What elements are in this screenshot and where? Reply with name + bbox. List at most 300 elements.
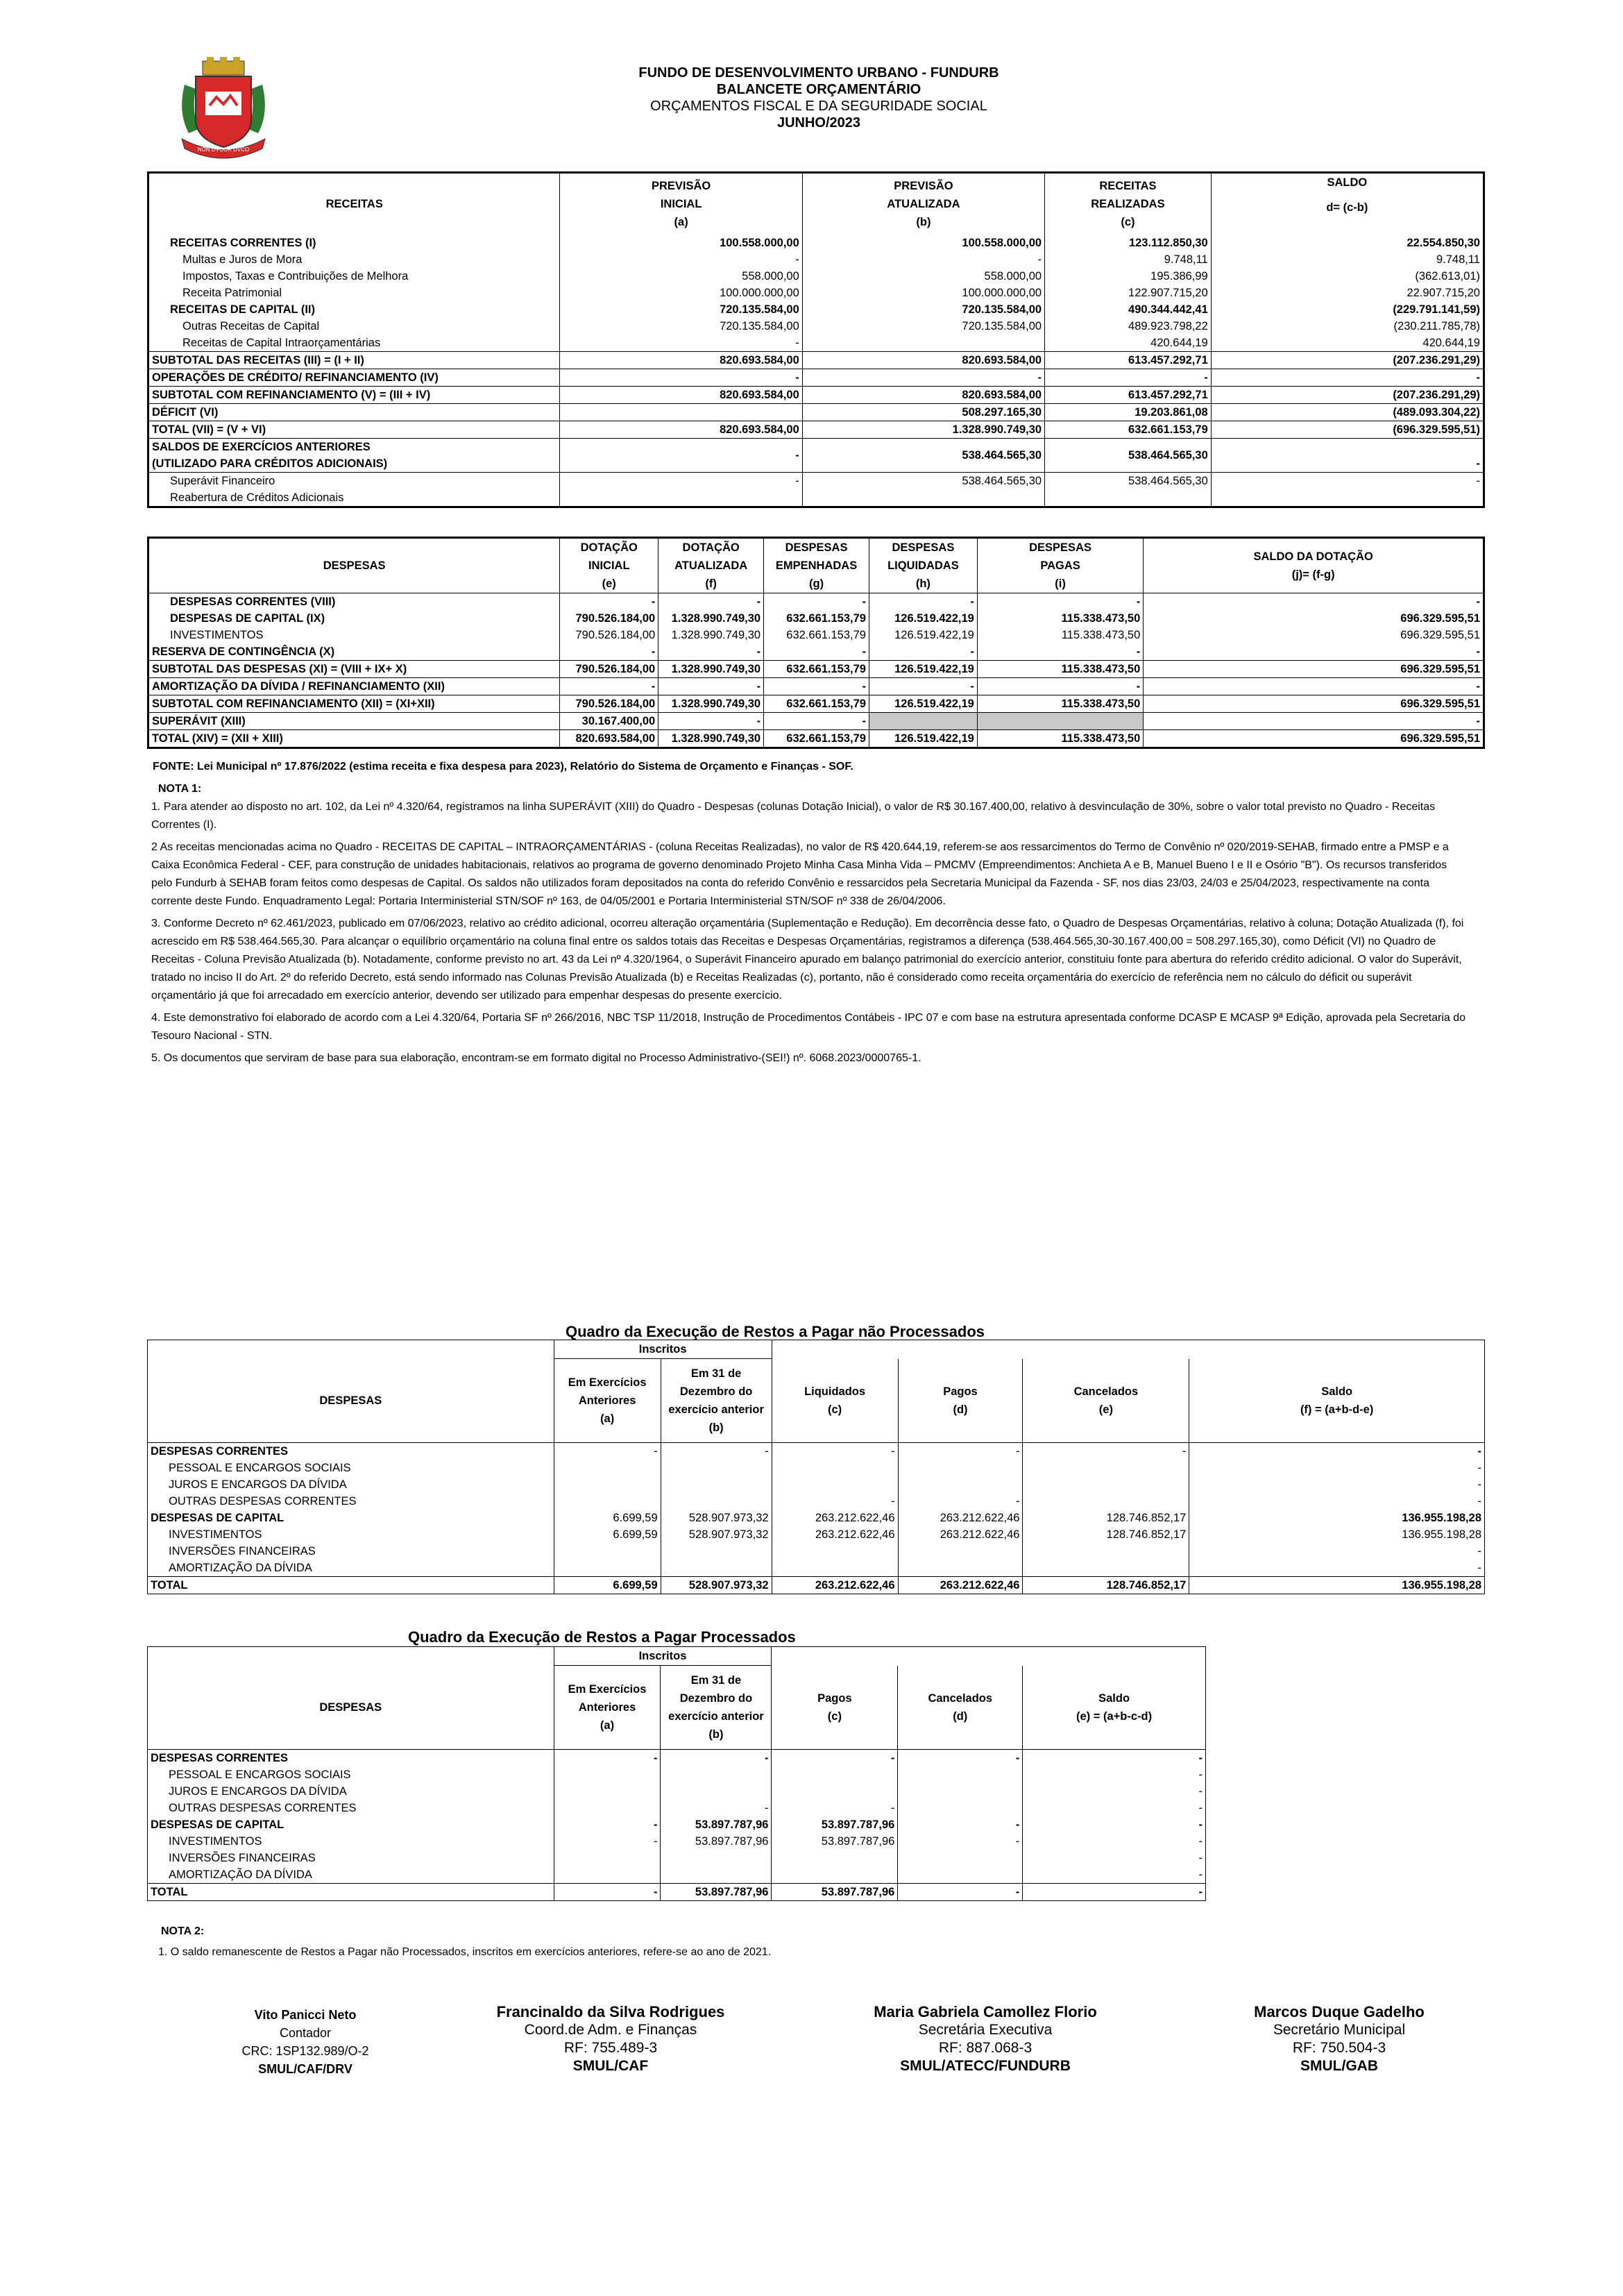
header-line: (b) xyxy=(916,216,931,228)
table-row xyxy=(148,369,1484,387)
row-label: TOTAL (XIV) = (XII + XIII) xyxy=(152,732,283,745)
table-row xyxy=(148,661,1484,678)
value-cell: 22.554.850,30 xyxy=(1211,235,1484,251)
signature-id: RF: 750.504-3 xyxy=(1292,2040,1386,2056)
value-cell: - xyxy=(1023,1850,1206,1866)
signature-unit: SMUL/CAF/DRV xyxy=(258,2062,352,2076)
table-row xyxy=(148,1866,1206,1884)
row-label: PESSOAL E ENCARGOS SOCIAIS xyxy=(169,1461,351,1474)
header-line: (e) xyxy=(1098,1403,1113,1416)
row-label-text: TOTAL (VII) = (V + VI) xyxy=(152,423,266,436)
value-cell: 126.519.422,19 xyxy=(869,661,977,678)
value-cell: 115.338.473,50 xyxy=(977,627,1143,643)
value-cell: 263.212.622,46 xyxy=(898,1510,1023,1526)
header-line: LIQUIDADAS xyxy=(887,559,959,572)
value-cell: 122.907.715,20 xyxy=(1045,285,1212,301)
signature-unit: SMUL/CAF xyxy=(572,2058,649,2074)
table-row xyxy=(148,713,1484,730)
header-despesas-pagas xyxy=(977,538,1143,593)
svg-text:NON DVCOR DVCO: NON DVCOR DVCO xyxy=(197,146,250,153)
header-line: (f) = (a+b-d-e) xyxy=(1300,1403,1374,1416)
value-cell: 538.464.565,30 xyxy=(802,439,1044,473)
value-cell: - xyxy=(977,593,1143,611)
header-line: ATUALIZADA xyxy=(887,198,960,210)
value-cell: 508.297.165,30 xyxy=(802,404,1044,421)
value-cell: - xyxy=(560,593,658,611)
header-line: Anteriores xyxy=(578,1394,636,1407)
value-cell: 126.519.422,19 xyxy=(869,627,977,643)
header-label: DESPESAS xyxy=(323,559,386,572)
value-cell: 696.329.595,51 xyxy=(1144,627,1484,643)
table-row xyxy=(148,1476,1485,1493)
value-cell: 9.748,11 xyxy=(1211,251,1484,268)
table-row xyxy=(148,1560,1485,1577)
header-line: REALIZADAS xyxy=(1091,198,1165,210)
row-label: SUBTOTAL DAS DESPESAS (XI) = (VIII + IX+ X) xyxy=(152,663,407,675)
table-row xyxy=(148,1526,1485,1543)
value-cell: 538.464.565,30 xyxy=(1045,473,1212,507)
coat-of-arms-logo xyxy=(175,57,272,161)
value-cell: 123.112.850,30 xyxy=(1045,235,1212,251)
value-cell xyxy=(898,1560,1023,1577)
row-label xyxy=(148,301,560,318)
value-cell: 820.693.584,00 xyxy=(802,352,1044,369)
row-label-text: OPERAÇÕES DE CRÉDITO/ REFINANCIAMENTO (IV) xyxy=(152,371,439,384)
header-receitas-realizadas xyxy=(1045,173,1212,235)
value-cell: - xyxy=(1023,1442,1189,1460)
header-line: SALDO DA DOTAÇÃO xyxy=(1253,550,1373,563)
signature-coordenador xyxy=(472,2003,749,2075)
value-cell xyxy=(772,1460,898,1476)
header-pagos xyxy=(772,1666,898,1750)
table-row xyxy=(148,1576,1485,1594)
header-line: (a) xyxy=(674,216,688,228)
row-label: DESPESAS CORRENTES xyxy=(151,1751,289,1764)
header-despesas xyxy=(148,1359,554,1443)
value-cell: - xyxy=(560,439,802,473)
signature-name: Maria Gabriela Camollez Florio xyxy=(874,2003,1097,2020)
value-cell: - xyxy=(977,643,1143,661)
value-cell: 720.135.584,00 xyxy=(802,301,1044,318)
table-row xyxy=(148,678,1484,695)
value-cell: (229.791.141,59) xyxy=(1211,301,1484,318)
value-cell: - xyxy=(560,335,802,352)
value-cell: (230.211.785,78) xyxy=(1211,318,1484,335)
value-cell xyxy=(1023,1560,1189,1577)
value-cell: - xyxy=(658,678,764,695)
header-despesas xyxy=(148,538,560,593)
value-cell: 632.661.153,79 xyxy=(764,661,869,678)
nota1-item-5: 5. Os documentos que serviram de base para sua elaboração, encontram-se em formato digital no Processo Administrativo-(SEI!) nº. 6068.2023/0000765-1. xyxy=(151,1052,921,1064)
empty-cell xyxy=(772,1647,1206,1666)
value-cell xyxy=(898,1850,1023,1866)
value-cell: 53.897.787,96 xyxy=(772,1833,898,1850)
header-despesas xyxy=(148,1666,554,1750)
row-label: JUROS E ENCARGOS DA DÍVIDA xyxy=(169,1784,347,1798)
header-em-31-dezembro xyxy=(661,1359,772,1443)
table-row xyxy=(148,352,1484,369)
value-cell: 53.897.787,96 xyxy=(772,1816,898,1833)
header-saldo xyxy=(1023,1666,1206,1750)
value-cell: 632.661.153,79 xyxy=(764,730,869,748)
row-label: DESPESAS DE CAPITAL xyxy=(151,1511,284,1524)
row-label: TOTAL xyxy=(151,1578,188,1592)
value-cell xyxy=(802,335,1044,352)
value-cell: 820.693.584,00 xyxy=(560,387,802,404)
row-label xyxy=(148,421,560,439)
value-cell xyxy=(1023,1476,1189,1493)
header-saldo xyxy=(1189,1359,1485,1443)
value-cell: 53.897.787,96 xyxy=(661,1833,772,1850)
value-cell: 696.329.595,51 xyxy=(1144,730,1484,748)
value-cell: - xyxy=(869,643,977,661)
header-line: Em Exercícios xyxy=(568,1682,647,1696)
value-cell xyxy=(898,1460,1023,1476)
value-cell xyxy=(661,1866,772,1884)
signature-secretaria-executiva xyxy=(840,2003,1131,2075)
value-cell: - xyxy=(802,251,1044,268)
row-label xyxy=(148,473,560,507)
value-cell: - xyxy=(1211,369,1484,387)
value-cell: - xyxy=(977,678,1143,695)
table-row xyxy=(148,1850,1206,1866)
signature-role: Contador xyxy=(279,2026,332,2040)
receitas-header-row xyxy=(148,173,1484,235)
value-cell: 1.328.990.749,30 xyxy=(658,730,764,748)
row-label-text: Superávit Financeiro xyxy=(170,475,275,487)
header-line: d= (c-b) xyxy=(1326,201,1368,214)
value-cell: - xyxy=(1023,1833,1206,1850)
nota1-item-3: 3. Conforme Decreto nº 62.461/2023, publicado em 07/06/2023, relativo ao crédito adicional, ocorreu alteração orçamentária (Suplementação e Redução). Em decorrência desse fato, o Quadro de Despesas Orçamentárias, relativo à coluna; Dotação Atualizada (f), foi acrescido em R$ 538.464.565,30. Para alcançar o equilíbrio orçamentário na coluna final entre os saldos totais das Receitas e Despesas Orçamentárias, registramos a diferença (538.464.565,30-30.167.400,00 = 508.297.165,30), como Déficit (VI) no Quadro de Receitas - Coluna Previsão Atualizada (b). Notadamente, conforme previsto no art. 43 da Lei nº 4.320/1964, o Superávit Financeiro apurado em balanço patrimonial do exercício anterior, constituiu fonte para abertura do referido crédito adicional. O valor do Superávit, tratado no inciso II do Art. 2º do referido Decreto, está sendo informado nas Colunas Previsão Atualizada (b) e Receitas Realizadas (c), portanto, não é considerado como receita orçamentária do exercício de referência nem no cálculo do déficit ou superávit orçamentário já que foi arrecadado em exercício anterior, devendo ser utilizado para empenhar despesas do presente exercício. xyxy=(151,918,1464,1002)
header-label: RECEITAS xyxy=(325,198,383,210)
row-label: INVESTIMENTOS xyxy=(170,629,264,641)
header-line: (c) xyxy=(1121,216,1135,228)
despesas-table xyxy=(147,537,1485,749)
header-saldo xyxy=(1211,173,1484,235)
signature-name: Vito Panicci Neto xyxy=(254,2008,357,2022)
header-line: ATUALIZADA xyxy=(674,559,748,572)
table-row xyxy=(148,421,1484,439)
header-line: exercício anterior xyxy=(668,1403,764,1416)
value-cell: 100.558.000,00 xyxy=(802,235,1044,251)
report-title: BALANCETE ORÇAMENTÁRIO xyxy=(716,82,921,97)
row-label xyxy=(148,235,560,251)
value-cell: - xyxy=(772,1493,898,1510)
row-label: SUPERÁVIT (XIII) xyxy=(152,715,246,727)
header-line: DOTAÇÃO xyxy=(682,541,740,554)
table-row xyxy=(148,610,1484,627)
row-label-text: Outras Receitas de Capital xyxy=(182,320,320,332)
value-cell: 696.329.595,51 xyxy=(1144,661,1484,678)
table-row xyxy=(148,593,1484,611)
row-label: AMORTIZAÇÃO DA DÍVIDA xyxy=(169,1868,312,1881)
value-cell xyxy=(554,1560,661,1577)
value-cell: (489.093.304,22) xyxy=(1211,404,1484,421)
value-cell: - xyxy=(1023,1883,1206,1900)
signature-contador xyxy=(194,2006,416,2078)
value-cell: 1.328.990.749,30 xyxy=(802,421,1044,439)
header-despesas-empenhadas xyxy=(764,538,869,593)
value-cell xyxy=(869,713,977,730)
row-label: INVESTIMENTOS xyxy=(169,1834,262,1848)
value-cell xyxy=(661,1783,772,1800)
value-cell xyxy=(772,1560,898,1577)
value-cell: 6.699,59 xyxy=(554,1526,661,1543)
row-label-text: Receita Patrimonial xyxy=(182,287,282,299)
header-line: PREVISÃO xyxy=(651,180,711,192)
despesas-header-row xyxy=(148,538,1484,593)
signature-unit: SMUL/ATECC/FUNDURB xyxy=(900,2058,1071,2074)
value-cell: - xyxy=(1189,1476,1485,1493)
header-line: (c) xyxy=(827,1403,842,1416)
header-cancelados xyxy=(898,1666,1023,1750)
value-cell: 820.693.584,00 xyxy=(802,387,1044,404)
value-cell: 820.693.584,00 xyxy=(560,421,802,439)
header-line: exercício anterior xyxy=(668,1710,764,1723)
header-line: EMPENHADAS xyxy=(775,559,858,572)
header-line: (a) xyxy=(600,1412,615,1425)
value-cell: 100.000.000,00 xyxy=(560,285,802,301)
value-cell: 126.519.422,19 xyxy=(869,695,977,713)
value-cell: - xyxy=(658,643,764,661)
value-cell: 128.746.852,17 xyxy=(1023,1526,1189,1543)
row-label: SUBTOTAL COM REFINANCIAMENTO (XII) = (XI+XII) xyxy=(152,698,435,710)
header-liquidados xyxy=(772,1359,898,1443)
value-cell xyxy=(554,1800,661,1816)
receitas-table xyxy=(147,171,1485,508)
row-label: OUTRAS DESPESAS CORRENTES xyxy=(169,1494,357,1508)
value-cell: 100.558.000,00 xyxy=(560,235,802,251)
row-label: AMORTIZAÇÃO DA DÍVIDA / REFINANCIAMENTO (XII) xyxy=(152,680,445,693)
value-cell xyxy=(898,1476,1023,1493)
value-cell xyxy=(661,1493,772,1510)
value-cell xyxy=(661,1460,772,1476)
value-cell xyxy=(661,1766,772,1783)
period: JUNHO/2023 xyxy=(776,115,861,130)
value-cell: 538.464.565,30 xyxy=(1045,439,1212,473)
value-cell: 263.212.622,46 xyxy=(898,1576,1023,1594)
header-line: (b) xyxy=(708,1728,724,1741)
value-cell: - xyxy=(772,1442,898,1460)
table-row xyxy=(148,439,1484,473)
value-cell: 1.328.990.749,30 xyxy=(658,695,764,713)
value-cell xyxy=(554,1543,661,1560)
value-cell: 696.329.595,51 xyxy=(1144,610,1484,627)
row-label-text: Multas e Juros de Mora xyxy=(182,253,303,266)
header-line: (i) xyxy=(1055,577,1066,590)
value-cell: - xyxy=(802,369,1044,387)
header-line: Cancelados xyxy=(928,1691,993,1705)
value-cell: - xyxy=(554,1442,661,1460)
value-cell: (362.613,01) xyxy=(1211,268,1484,285)
value-cell: - xyxy=(898,1883,1023,1900)
value-cell: 115.338.473,50 xyxy=(977,610,1143,627)
value-cell: - xyxy=(554,1833,661,1850)
value-cell: 1.328.990.749,30 xyxy=(658,661,764,678)
header-label: DESPESAS xyxy=(319,1700,382,1714)
header-line: DESPESAS xyxy=(1029,541,1091,554)
value-cell: - xyxy=(554,1883,661,1900)
table-row xyxy=(148,1543,1485,1560)
value-cell: - xyxy=(772,1749,898,1766)
value-cell: 136.955.198,28 xyxy=(1189,1510,1485,1526)
header-line: Saldo xyxy=(1321,1385,1353,1398)
fund-title: FUNDO DE DESENVOLVIMENTO URBANO - FUNDURB xyxy=(638,65,999,81)
value-cell: 136.955.198,28 xyxy=(1189,1526,1485,1543)
header-line: Pagos xyxy=(817,1691,852,1705)
row-label: AMORTIZAÇÃO DA DÍVIDA xyxy=(169,1561,312,1574)
signature-role: Coord.de Adm. e Finanças xyxy=(524,2022,697,2038)
row-label xyxy=(148,268,560,285)
value-cell: (207.236.291,29) xyxy=(1211,352,1484,369)
value-cell: 613.457.292,71 xyxy=(1045,352,1212,369)
value-cell: - xyxy=(764,713,869,730)
value-cell: 53.897.787,96 xyxy=(661,1816,772,1833)
nota2 xyxy=(151,1923,1470,1966)
value-cell xyxy=(1023,1543,1189,1560)
value-cell: 115.338.473,50 xyxy=(977,695,1143,713)
value-cell xyxy=(560,404,802,421)
value-cell: 6.699,59 xyxy=(554,1576,661,1594)
value-cell: 115.338.473,50 xyxy=(977,730,1143,748)
value-cell: - xyxy=(1023,1749,1206,1766)
value-cell xyxy=(772,1766,898,1783)
value-cell: 263.212.622,46 xyxy=(898,1526,1023,1543)
value-cell: 632.661.153,79 xyxy=(764,695,869,713)
header-line: Cancelados xyxy=(1073,1385,1139,1398)
header-line: (e) = (a+b-c-d) xyxy=(1076,1710,1153,1723)
value-cell: 128.746.852,17 xyxy=(1023,1576,1189,1594)
value-cell: 19.203.861,08 xyxy=(1045,404,1212,421)
value-cell xyxy=(772,1866,898,1884)
value-cell xyxy=(554,1460,661,1476)
header-line: (a) xyxy=(600,1719,615,1732)
value-cell xyxy=(1023,1493,1189,1510)
value-cell: 128.746.852,17 xyxy=(1023,1510,1189,1526)
value-cell xyxy=(772,1783,898,1800)
header-line: Dezembro do xyxy=(679,1385,753,1398)
value-cell xyxy=(661,1560,772,1577)
value-cell: - xyxy=(764,643,869,661)
value-cell: - xyxy=(1144,713,1484,730)
header-line: Em 31 de xyxy=(690,1367,742,1380)
row-label-text: DÉFICIT (VI) xyxy=(152,406,219,419)
value-cell: - xyxy=(661,1749,772,1766)
value-cell: - xyxy=(898,1442,1023,1460)
header-line: Dezembro do xyxy=(679,1691,753,1705)
table-row xyxy=(148,1833,1206,1850)
value-cell: 528.907.973,32 xyxy=(661,1526,772,1543)
nota1-item-4: 4. Este demonstrativo foi elaborado de acordo com a Lei 4.320/64, Portaria SF nº 266/2016, NBC TSP 11/2018, Instrução de Procedimentos Contábeis - IPC 07 e com base na estrutura apresentada conforme DCASP E MCASP 9ª Edição, aprovada pela Secretaria do Tesouro Nacional - STN. xyxy=(151,1012,1466,1042)
rpnp-title: Quadro da Execução de Restos a Pagar não Processados xyxy=(566,1323,985,1340)
row-label: INVERSÕES FINANCEIRAS xyxy=(169,1851,316,1864)
row-label: INVERSÕES FINANCEIRAS xyxy=(169,1544,316,1558)
header-cancelados xyxy=(1023,1359,1189,1443)
rpnp-header-row xyxy=(148,1359,1485,1443)
signature-id: CRC: 1SP132.989/O-2 xyxy=(241,2044,369,2058)
value-cell: - xyxy=(772,1800,898,1816)
inscritos-label: Inscritos xyxy=(554,1340,772,1359)
empty-cell xyxy=(148,1647,554,1666)
row-label-text: Receitas de Capital Intraorçamentárias xyxy=(182,337,381,349)
table-row xyxy=(148,1783,1206,1800)
signature-role: Secretária Executiva xyxy=(918,2022,1053,2038)
table-row xyxy=(148,318,1484,335)
header-line: Pagos xyxy=(943,1385,978,1398)
header-label: DESPESAS xyxy=(319,1394,382,1407)
value-cell: - xyxy=(1023,1866,1206,1884)
value-cell xyxy=(898,1766,1023,1783)
row-label-text: Impostos, Taxas e Contribuições de Melhora xyxy=(182,270,409,282)
value-cell: - xyxy=(1211,439,1484,473)
value-cell: 790.526.184,00 xyxy=(560,661,658,678)
value-cell: 632.661.153,79 xyxy=(764,610,869,627)
table-row xyxy=(148,251,1484,268)
row-label: DESPESAS CORRENTES (VIII) xyxy=(170,596,336,608)
value-cell: - xyxy=(554,1816,661,1833)
value-cell: 1.328.990.749,30 xyxy=(658,627,764,643)
value-cell: - xyxy=(898,1749,1023,1766)
table-row xyxy=(148,404,1484,421)
row-label: PESSOAL E ENCARGOS SOCIAIS xyxy=(169,1768,351,1781)
value-cell: - xyxy=(1023,1783,1206,1800)
header-line: PAGAS xyxy=(1040,559,1080,572)
table-row xyxy=(148,730,1484,748)
value-cell: - xyxy=(898,1816,1023,1833)
row-label-text: (UTILIZADO PARA CRÉDITOS ADICIONAIS) xyxy=(152,457,388,470)
nota1-item-1: 1. Para atender ao disposto no art. 102, da Lei nº 4.320/64, registramos na linha SUPERÁVIT (XIII) do Quadro - Despesas (colunas Dotação Inicial), o valor de R$ 30.167.400,00, relativo à desvinculação de 30%, sobre o valor total previsto no Quadro - Receitas Correntes (I). xyxy=(151,801,1436,831)
value-cell xyxy=(554,1783,661,1800)
value-cell: - xyxy=(1144,593,1484,611)
table-row xyxy=(148,1883,1206,1900)
row-label xyxy=(148,251,560,268)
nota1-item-2: 2 As receitas mencionadas acima no Quadro - RECEITAS DE CAPITAL – INTRAORÇAMENTÁRIAS - (coluna Receitas Realizadas), no valor de R$ 420.644,19, referem-se aos ressarcimentos do Termo de Convênio nº 020/2019-SEHAB, firmado entre a PMSP e a Caixa Econômica Federal - CEF, para construção de unidades habitacionais, relativos ao programa de governo denominado Projeto Minha Casa Minha Vida – PMCMV (Empreendimentos: Anchieta A e B, Manuel Bueno I e II e Osório "B"). Os recursos transferidos pelo Fundurb à SEHAB foram feitos como despesas de Capital. Os saldos não utilizados foram depositados na conta do referido Convênio e ressarcidos pela Secretaria Municipal da Fazenda - SF, nos dias 23/03, 24/03 e 25/04/2023, respectivamente na conta corrente deste Fundo. Enquadramento Legal: Portaria Interministerial STN/SOF nº 163, de 04/05/2001 e Portaria Interministerial STN/SOF nº 338 de 26/04/2006. xyxy=(151,841,1449,907)
header-em-exercicios-anteriores xyxy=(554,1359,661,1443)
header-line: Anteriores xyxy=(578,1700,636,1714)
value-cell: 820.693.584,00 xyxy=(560,730,658,748)
value-cell: (207.236.291,29) xyxy=(1211,387,1484,404)
value-cell: 790.526.184,00 xyxy=(560,695,658,713)
header-line: DESPESAS xyxy=(785,541,848,554)
row-label xyxy=(148,387,560,404)
value-cell: - xyxy=(764,593,869,611)
header-line: INICIAL xyxy=(660,198,702,210)
value-cell: - xyxy=(1211,473,1484,507)
table-row xyxy=(148,1766,1206,1783)
value-cell: 613.457.292,71 xyxy=(1045,387,1212,404)
value-cell: 263.212.622,46 xyxy=(772,1526,898,1543)
row-label: INVESTIMENTOS xyxy=(169,1528,262,1541)
value-cell: - xyxy=(869,593,977,611)
value-cell: 790.526.184,00 xyxy=(560,627,658,643)
signature-name: Marcos Duque Gadelho xyxy=(1254,2003,1425,2020)
value-cell: 720.135.584,00 xyxy=(802,318,1044,335)
value-cell xyxy=(554,1850,661,1866)
value-cell: 632.661.153,79 xyxy=(1045,421,1212,439)
header-line: SALDO xyxy=(1327,176,1368,189)
header-pagos xyxy=(898,1359,1023,1443)
value-cell: - xyxy=(658,713,764,730)
value-cell: - xyxy=(1023,1800,1206,1816)
value-cell: 528.907.973,32 xyxy=(661,1510,772,1526)
signature-role: Secretário Municipal xyxy=(1273,2022,1406,2038)
value-cell: 263.212.622,46 xyxy=(772,1576,898,1594)
value-cell: 790.526.184,00 xyxy=(560,610,658,627)
table-row xyxy=(148,1442,1485,1460)
table-row xyxy=(148,1460,1485,1476)
table-row xyxy=(148,1800,1206,1816)
header-line: INICIAL xyxy=(588,559,630,572)
